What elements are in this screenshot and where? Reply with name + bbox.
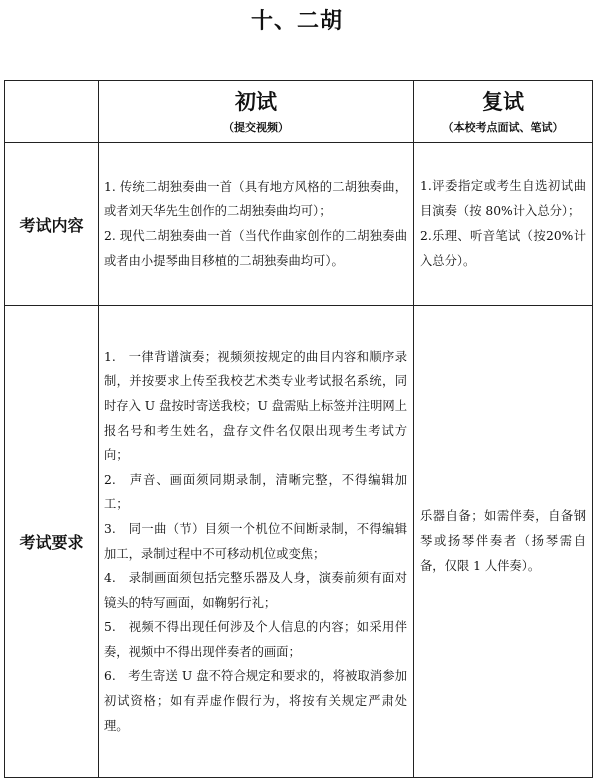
page-title: 十、二胡	[250, 9, 343, 34]
header-retest-subtitle: （本校考点面试、笔试）	[442, 120, 564, 134]
header-initial-subtitle: （提交视频）	[223, 120, 289, 134]
row-label-content: 考试内容	[5, 143, 99, 306]
initial-requirements-cell	[99, 306, 414, 778]
initial-requirement-item: 4. 录制画面须包括完整乐器及人身，演奏前须有面对镜头的特写画面，如鞠躬行礼；	[104, 571, 407, 610]
initial-content-item: 2. 现代二胡独奏曲一首（当代作曲家创作的二胡独奏曲或者由小提琴曲目移植的二胡独奏曲均可）。	[104, 229, 407, 268]
retest-content-item: 2.乐理、听音笔试（按20%计入总分）。	[420, 229, 586, 268]
header-retest-cell	[414, 81, 593, 143]
initial-content-cell	[99, 143, 414, 306]
table-row-content	[5, 143, 593, 306]
retest-content-item: 1.评委指定或考生自选初试曲目演奏（按 80%计入总分）；	[420, 179, 586, 218]
initial-content-item: 1. 传统二胡独奏曲一首（具有地方风格的二胡独奏曲，或者刘天华先生创作的二胡独奏曲均可）；	[104, 179, 407, 219]
retest-requirements-cell	[414, 306, 593, 778]
exam-requirements-table	[4, 80, 593, 778]
initial-requirement-item: 2. 声音、画面须同期录制，清晰完整，不得编辑加工；	[104, 472, 407, 512]
table-header-row	[5, 81, 593, 143]
header-empty-cell	[5, 81, 99, 143]
row-label-requirements: 考试要求	[5, 306, 99, 778]
table-row-requirements	[5, 306, 593, 778]
initial-requirement-item: 3. 同一曲（节）目须一个机位不间断录制，不得编辑加工，录制过程中不可移动机位或变焦；	[104, 521, 407, 561]
header-initial-cell	[99, 81, 414, 143]
retest-content-cell	[414, 143, 593, 306]
initial-requirement-item: 1. 一律背谱演奏；视频须按规定的曲目内容和顺序录制，并按要求上传至我校艺术类专业考试报名系统，同时存入 U 盘按时寄送我校；U 盘需贴上标签并注明网上报名号和考生姓名，盘存文件名仅限出现考生考试方向；	[104, 349, 407, 463]
initial-requirement-item: 5. 视频不得出现任何涉及个人信息的内容；如采用伴奏，视频中不得出现伴奏者的画面；	[104, 620, 407, 659]
header-retest-title: 复试	[482, 89, 524, 114]
retest-requirement-item: 乐器自备；如需伴奏，自备钢琴或扬琴伴奏者（扬琴需自备，仅限 1 人伴奏）。	[420, 509, 586, 573]
initial-requirement-item: 6. 考生寄送 U 盘不符合规定和要求的，将被取消参加初试资格；如有弄虚作假行为，将按有关规定严肃处理。	[104, 669, 407, 733]
header-initial-title: 初试	[235, 89, 277, 114]
